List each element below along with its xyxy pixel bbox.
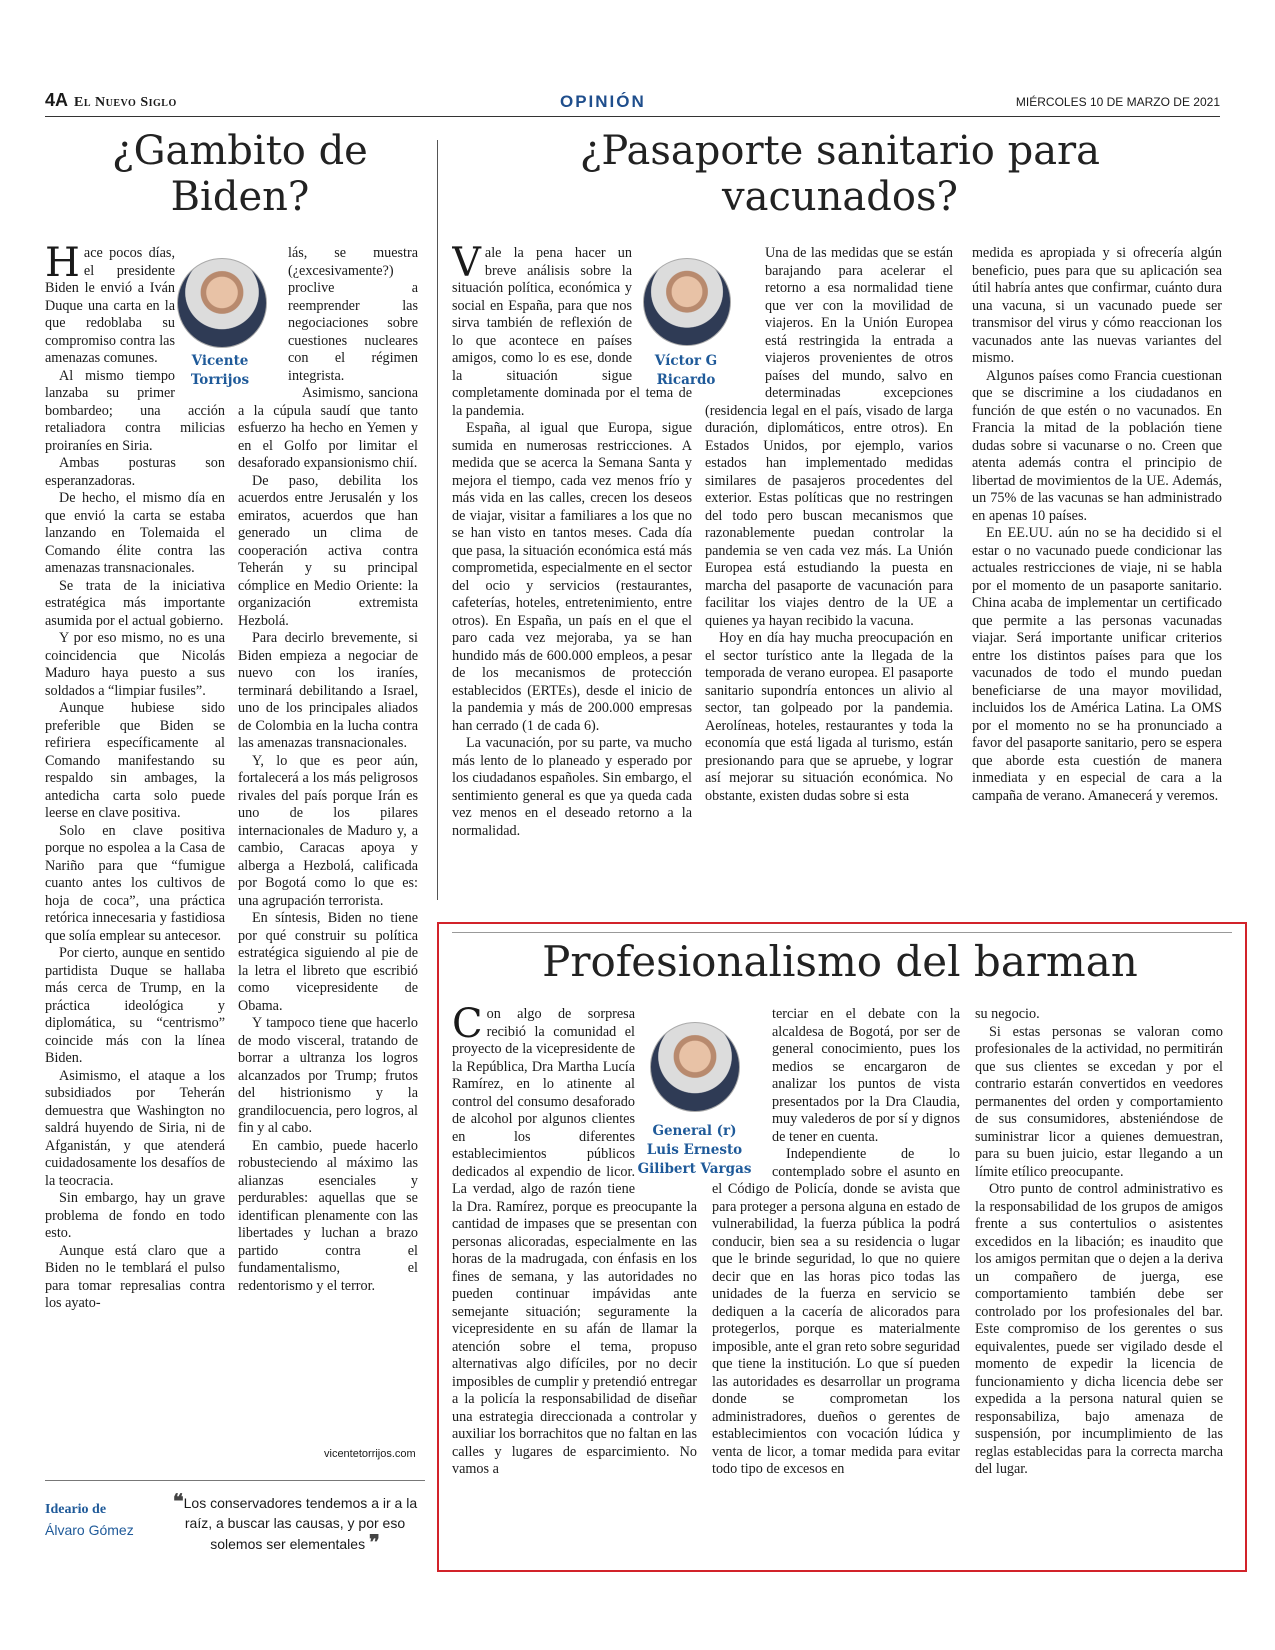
author-byline-ricardo: Víctor G Ricardo: [654, 353, 718, 388]
ideario-rule: [45, 1480, 425, 1481]
article1-title: ¿Gambito de Biden?: [112, 128, 368, 220]
article1-column-1: Hace pocos días, el presidente Biden le envió a Iván Duque una carta en la que redoblaba su compromiso contra las amenazas comunes. Al mismo tiempo lanzaba su primer bombardeo; una acción retaliadora contra milicias proiraníes en Siria. Ambas posturas son esperanzadoras. De hecho, el mismo día en que envió la carta se estaba lanzando en Tolemaida el Comando élite contra las amenazas transnacionales. Se trata de la iniciativa estratégica más importante asumida por el actual gobierno. Y por eso mismo, no es una coincidencia que Nicolás Maduro haya puesto a sus soldados a “limpiar fusiles”. Aunque hubiese sido preferible que Biden se refiriera específicamente al Comando manifestando su respaldo sin ambages, la antedicha carta solo puede leerse en clave positiva. Solo en clave positiva porque no espolea a la Casa de Nariño para que “fumigue cuanto antes los cultivos de hoja de coca”, una práctica retórica innecesaria y fastidiosa que solía emplear su antecesor. Por cierto, aunque en sentido partidista Duque se hallaba más cerca de Trump, en la práctica ideológica y diplomática, su “centrismo” coincide más con la línea Biden. Asimismo, el ataque a los subsidiados por Teherán demuestra que Washington no saldrá huyendo de Siria, ni de Afganistán, y que atenderá cuidadosamente los desafíos de la teocracia. Sin embargo, hay un grave problema de fondo en todo esto. Aunque está claro que a Biden no le temblará el pulso para tomar represalias contra los ayato-: [45, 245, 225, 1311]
article2-column-3: medida es apropiada y si ofrecería algún beneficio, pues para que su aplicación sea útil habría antes que confirmar, cuánto dura una vacuna, si un vacunado puede ser transmisor del virus y cómo reaccionan los vacunados ante las nuevas variantes del mismo. Algunos países como Francia cuestionan que se discrimine a los ciudadanos en función de que estén o no vacunados. En Francia la mitad de la población tiene dudas sobre si vacunarse o no. Creen que atenta además contra el principio de libertad de movimientos de la UE. Además, un 75% de las vacunas se han administrado en apenas 10 países. En EE.UU. aún no se ha decidido si el estar o no vacunado puede condicionar las actuales restricciones de viaje, ni se habla por el momento de un pasaporte sanitario. China acaba de implementar un certificado que permite a las personas vacunadas viajar. Será importante unificar criterios entre los distintos países para que los vacunados de todo el mundo puedan beneficiarse de una mayor movilidad, incluidos los de América Latina. La OMS por el momento no se ha pronunciado a favor del pasaporte sanitario, pero se espera que aborde esta cuestión de manera inmediata y en especial de cara a la campaña de verano. Amanecerá y veremos.: [972, 245, 1222, 804]
ideario-quote: ❝Los conservadores tendemos a ir a la raíz, a buscar las causas, y por eso solemos ser elementales ❞: [172, 1491, 418, 1554]
issue-date: MIÉRCOLES 10 DE MARZO DE 2021: [1015, 95, 1220, 109]
article2-column-1: Vale la pena hacer un breve análisis sobre la situación política, económica y social en España, para que nos sirva también de reflexión de lo que acontece en países amigos, como lo es ese, donde la situación sigue completamente dominada por el tema de la pandemia. España, al igual que Europa, sigue sumida en numerosas restricciones. A medida que se acerca la Semana Santa y mejora el tiempo, cada vez menos frío y más vida en las calles, crecen los deseos de viajar, visitar a familiares a los que no se han visto en tantos meses. Cada día que pasa, la situación económica está más comprometida, especialmente en el sector del ocio y servicios (restaurantes, cafeterías, hoteles, entretenimiento, entre otros). En España, un país en el que el paro cada vez mejoraba, ya se han hundido más de 600.000 empleos, a pesar de los mecanismos de protección establecidos (ERTEs), desde el inicio de la pandemia y más de 200.000 empresas han cerrado (1 de cada 6). La vacunación, por su parte, va mucho más lento de lo planeado y esperado por los ciudadanos españoles. Sin embargo, el sentimiento general es que ya queda cada vez menos en el deseado retorno a la normalidad.: [452, 245, 692, 839]
newspaper-brand: El Nuevo Siglo: [74, 95, 177, 110]
article3-column-2: terciar en el debate con la alcaldesa de Bogotá, por ser de general conocimiento, pues los medios se encargaron de analizar los puntos de vista presentados por la Dra Claudia, muy valederos de por sí y dignos de tener en cuenta. Independiente de lo contemplado sobre el asunto en el Código de Policía, donde se avista que para proteger a persona alguna en estado de vulnerabilidad, la fuerza pública la podrá conducir, bien sea a su residencia o lugar que le brinde seguridad, lo que no quiere decir que en las horas pico todas las unidades de la fuerza en servicio se dediquen a la cacería de alicorados para protegerlos, porque es materialmente imposible, ante el gran reto sobre seguridad que tiene la institución. Lo que sí pueden las autoridades es desarrollar un programa donde se comprometan los administradores, dueños o gerentes de establecimientos con vocación lúdica y venta de licor, a tomar medida para evitar todo tipo de excesos en: [712, 1006, 960, 1477]
article3-column-3: su negocio. Si estas personas se valoran como profesionales de la actividad, no permitirán que sus clientes se excedan y por el contrario estarán convertidos en veedores permanentes del orden y comportamiento de sus consumidores, absteniéndose de suministrar licor a quienes demuestran, para su buen juicio, estar llegando a un límite etílico preocupante. Otro punto de control administrativo es la responsabilidad de los grupos de amigos frente a sus contertulios o asistentes excedidos en la libación; es inaudito que los amigos permitan que o dejen a la deriva un compañero de juerga, ese comportamiento también debe ser controlado por los profesionales del bar. Este compromiso de los gerentes o sus equivalentes, puede ser vigilado desde el momento de expedir la licencia de funcionamiento y dicha licencia debe ser expedida a la persona natural quien se responsabiliza, bajo amenaza de suspensión, por incumplimiento de las reglas establecidas para la correcta marcha del lugar.: [975, 1006, 1223, 1477]
article1-column-2: lás, se muestra (¿excesivamente?) proclive a reemprender las negociaciones sobre cuestiones nucleares con el régimen integrista. Asimismo, sanciona a la cúpula saudí que tanto esfuerzo ha hecho en Yemen y en el Golfo por limitar el desaforado expansionismo chií. De paso, debilita los acuerdos entre Jerusalén y los emiratos, acuerdos que han generado un clima de cooperación activa contra Teherán y su principal cómplice en Medio Oriente: la organización extremista Hezbolá. Para decirlo brevemente, si Biden empieza a negociar de nuevo con los iraníes, terminará debilitando a Israel, uno de los principales aliados de Colombia en la lucha contra las amenazas transnacionales. Y, lo que es peor aún, fortalecerá a los más peligrosos rivales del país porque Irán es uno de los pilares internacionales de Maduro y, a cambio, Caracas apoya y alberga a Hezbolá, calificada por Bogotá como lo que es: una agrupación terrorista. En síntesis, Biden no tiene por qué construir su política estratégica siguiendo al pie de la letra el libreto que escribió como vicepresidente de Obama. Y tampoco tiene que hacerlo de modo visceral, tratando de borrar a ultranza los logros alcanzados por Trump; frutos del histrionismo y la grandilocuencia, pero logros, al fin y al cabo. En cambio, puede hacerlo robusteciendo al máximo las alianzas esenciales y perdurables: aquellas que se identifican plenamente con las libertades y luchan a brazo partido contra el fundamentalismo, el redentorismo y el terror.: [238, 245, 418, 1294]
section-label: OPINIÓN: [560, 92, 646, 111]
author-website: vicentetorrijos.com: [324, 1448, 416, 1460]
article3-top-rule: [452, 932, 1232, 933]
article2-title: ¿Pasaporte sanitario para vacunados?: [579, 128, 1101, 220]
article3-column-1: Con algo de sorpresa recibió la comunidad el proyecto de la vicepresidente de la República, Dra Martha Lucía Ramírez, en lo atinente al control del consumo desaforado de alcohol por algunos clientes en los diferentes establecimientos públicos dedicados al expendio de licor. La verdad, algo de razón tiene la Dra. Ramírez, porque es preocupante la cantidad de impases que se presentan con personas alicoradas, especialmente en las horas de la madrugada, con énfasis en los fines de semana, y las autoridades no pueden continuar impávidas ante semejante situación; seguramente la vicepresidente en su afán de llamar la atención sobre el tema, propuso alternativas algo difíciles, por no decir imposibles de cumplir y pretendió entregar a la policía la responsabilidad de diseñar una estrategia direccionada a controlar y auxiliar los borrachitos que no faltan en las calles y lugares de esparcimiento. No vamos a: [452, 1006, 697, 1477]
article2-column-2: Una de las medidas que se están barajando para acelerar el retorno a esa normalidad tiene que ver con la movilidad de viajeros. En la Unión Europea está restringida la entrada a viajeros provenientes de otros países del mundo, salvo en determinadas excepciones (residencia legal en el país, visado de larga duración, diplomáticos, entre otros). En Estados Unidos, por ejemplo, varios estados han implementado medidas similares de pasajeros procedentes del exterior. Estas políticas que no restringen del todo pero buscan mecanismos que razonablemente puedan controlar la pandemia se ven cada vez más. La Unión Europea está estudiando la puesta en marcha del pasaporte de vacunación para facilitar los viajes dentro de la UE a quienes ya hayan recibido la vacuna. Hoy en día hay mucha preocupación en el sector turístico ante la llegada de la temporada de verano europea. El pasaporte sanitario supondría entonces un alivio al sector, tan golpeado por la pandemia. Aerolíneas, hoteles, restaurantes y toda la economía que está ligada al turismo, están presionando para que se apruebe, y lograr así mejorar su situación económica. No obstante, existen dudas sobre si esta: [705, 245, 953, 804]
article3-title: Profesionalismo del barman: [542, 937, 1138, 986]
author-byline-gilibert: General (r) Luis Ernesto Gilibert Vargas: [637, 1123, 752, 1177]
open-quote-icon: ❝: [172, 1491, 184, 1513]
column-divider: [437, 140, 438, 900]
header-rule: [45, 116, 1220, 117]
close-quote-icon: ❞: [368, 1532, 380, 1554]
author-byline-torrijos: Vicente Torrijos: [190, 353, 250, 388]
page-number: 4A El Nuevo Siglo: [45, 90, 177, 110]
ideario-label: Ideario de Álvaro Gómez: [45, 1502, 134, 1538]
